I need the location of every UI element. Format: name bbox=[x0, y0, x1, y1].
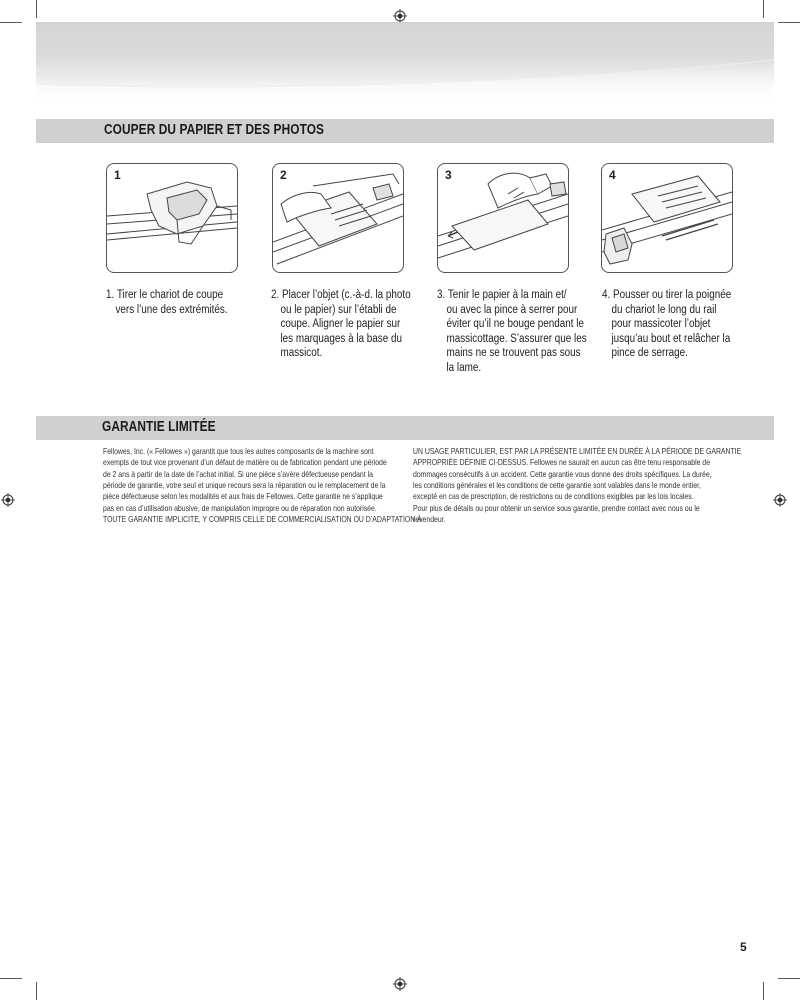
step-text-2 bbox=[271, 288, 411, 361]
page-number: 5 bbox=[740, 940, 747, 954]
step-line: mains ne se trouvent pas sous bbox=[446, 347, 581, 360]
step-line: ou le papier) sur l’établi de bbox=[280, 303, 397, 316]
warranty-line: de 2 ans à partir de la date de l’achat initial. Si une pièce s’avère défectueuse pendant la bbox=[103, 469, 373, 479]
push-carriage-illustration bbox=[602, 164, 732, 272]
step-panel-2 bbox=[272, 163, 404, 273]
step-line: les marquages à la base du bbox=[280, 332, 402, 345]
step-number: 4 bbox=[609, 168, 616, 182]
registration-mark-bottom-icon bbox=[393, 977, 407, 991]
warranty-line: les conditions générales et les conditions de cette garantie sont valables dans le monde entier, bbox=[413, 481, 701, 491]
step-line: coupe. Aligner le papier sur bbox=[280, 318, 401, 331]
step-line: pour massicoter l’objet bbox=[611, 318, 711, 331]
step-line: éviter qu’il ne bouge pendant le bbox=[446, 318, 584, 331]
step-line: massicot. bbox=[280, 347, 323, 360]
section-title-warranty: GARANTIE LIMITÉE bbox=[102, 419, 216, 435]
step-panel-4 bbox=[601, 163, 733, 273]
step-number: 2 bbox=[280, 168, 287, 182]
warranty-line: Fellowes, Inc. (« Fellowes ») garantit que tous les autres composants de la machine sont bbox=[103, 447, 374, 456]
warranty-line: pièce défectueuse selon les modalités et aux frais de Fellowes. Cette garantie ne s’applique bbox=[103, 492, 383, 502]
warranty-line: TOUTE GARANTIE IMPLICITE, Y COMPRIS CELLE DE COMMERCIALISATION OU D’ADAPTATION À bbox=[103, 515, 422, 525]
warranty-column-right bbox=[413, 446, 741, 525]
step-text-1 bbox=[106, 288, 228, 317]
warranty-line: pas en cas d’utilisation abusive, de manipulation impropre ou de réparation non autorisée. bbox=[103, 503, 377, 513]
step-line: 1. Tirer le chariot de coupe bbox=[106, 289, 224, 301]
step-line: la lame. bbox=[446, 361, 482, 374]
registration-mark-right-icon bbox=[773, 493, 787, 507]
place-paper-illustration bbox=[273, 164, 403, 272]
warranty-line: excepté en cas de prescription, de restrictions ou de conditions exigibles par les lois locales. bbox=[413, 492, 694, 502]
warranty-line: APPROPRIÉE DÉFINIE CI-DESSUS. Fellowes ne saurait en aucun cas être tenu responsable de bbox=[413, 458, 711, 468]
step-line: jusqu’au bout et relâcher la bbox=[611, 332, 731, 345]
step-line: 4. Pousser ou tirer la poignée bbox=[602, 289, 732, 301]
registration-mark-left-icon bbox=[1, 493, 15, 507]
warranty-line: Pour plus de détails ou pour obtenir un service sous garantie, prendre contact avec nous ou le bbox=[413, 503, 700, 513]
warranty-line: période de garantie, votre seul et unique recours sera la réparation ou le remplacement de la bbox=[103, 481, 386, 491]
step-text-3 bbox=[437, 288, 587, 376]
step-line: 2. Placer l’objet (c.-à-d. la photo bbox=[271, 289, 411, 301]
section-title-cut: COUPER DU PAPIER ET DES PHOTOS bbox=[104, 122, 325, 138]
warranty-line: dommages consécutifs à un accident. Cette garantie vous donne des droits spécifiques. La durée, bbox=[413, 469, 712, 479]
cutter-carriage-illustration bbox=[107, 164, 237, 272]
step-panel-1 bbox=[106, 163, 238, 273]
step-line: ou avec la pince à serrer pour bbox=[446, 303, 578, 316]
step-number: 1 bbox=[114, 168, 121, 182]
step-text-4 bbox=[602, 288, 731, 361]
hold-paper-illustration bbox=[438, 164, 568, 272]
header-swoosh bbox=[36, 22, 774, 104]
warranty-line: exempts de tout vice provenant d’un défaut de matière ou de fabrication pendant une période bbox=[103, 458, 387, 468]
step-line: 3. Tenir le papier à la main et/ bbox=[437, 289, 567, 301]
step-line: vers l’une des extrémités. bbox=[115, 303, 228, 316]
warranty-column-left bbox=[103, 446, 422, 525]
warranty-line: UN USAGE PARTICULIER, EST PAR LA PRÉSENTE LIMITÉE EN DURÉE À LA PÉRIODE DE GARANTIE bbox=[413, 447, 742, 456]
step-line: pince de serrage. bbox=[611, 347, 688, 360]
registration-mark-top-icon bbox=[393, 9, 407, 23]
warranty-line: revendeur. bbox=[413, 515, 446, 525]
step-line: du chariot le long du rail bbox=[611, 303, 717, 316]
step-panel-3 bbox=[437, 163, 569, 273]
step-line: massicottage. S’assurer que les bbox=[446, 332, 587, 345]
step-number: 3 bbox=[445, 168, 452, 182]
